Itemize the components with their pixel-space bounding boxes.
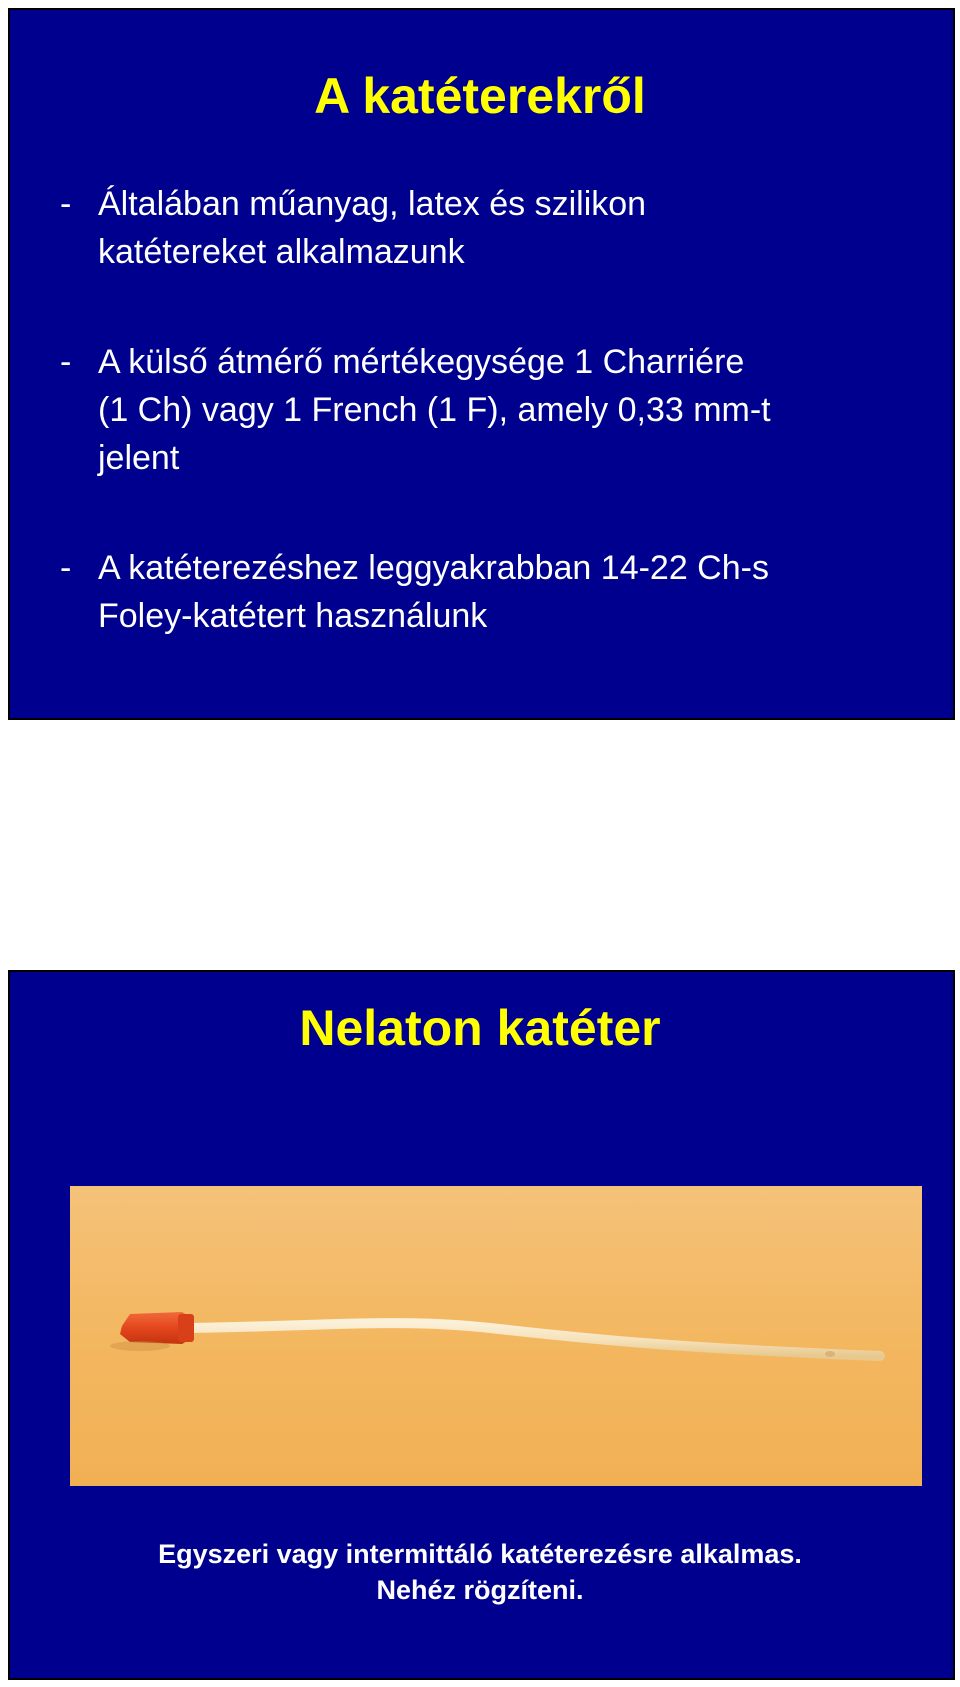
caption-line-2: Nehéz rögzíteni. [376,1575,584,1605]
bullet-dash: - [60,185,72,223]
bullet-dash: - [60,549,72,587]
bullet-line: katétereket alkalmazunk [98,233,465,271]
slide-1-title: A katéterekről [314,68,646,124]
catheter-eye [825,1351,835,1357]
bullet-line: A külső átmérő mértékegysége 1 Charriére [98,343,745,381]
bullet-list [60,180,920,640]
bullet-dash: - [60,343,72,381]
bullet-item [60,338,920,482]
bullet-line: (1 Ch) vagy 1 French (1 F), amely 0,33 mm-t [98,391,771,429]
caption-line-1: Egyszeri vagy intermittáló katéterezésre alkalmas. [158,1539,802,1569]
bullet-line: Foley-katétert használunk [98,597,488,635]
catheter-shadow [110,1341,170,1351]
bullet-line: A katéterezéshez leggyakrabban 14-22 Ch-s [98,549,769,587]
slide-2-title: Nelaton katéter [299,1000,661,1056]
nelaton-catheter-image [70,1186,922,1486]
bullet-item [60,544,920,640]
bullet-line: jelent [98,439,180,477]
catheter-connector-collar [178,1314,194,1342]
catheter-tube [188,1323,880,1356]
bullet-item [60,180,920,276]
photo-caption [0,1536,960,1608]
bullet-line: Általában műanyag, latex és szilikon [98,185,647,223]
catheter-photo [70,1186,922,1486]
